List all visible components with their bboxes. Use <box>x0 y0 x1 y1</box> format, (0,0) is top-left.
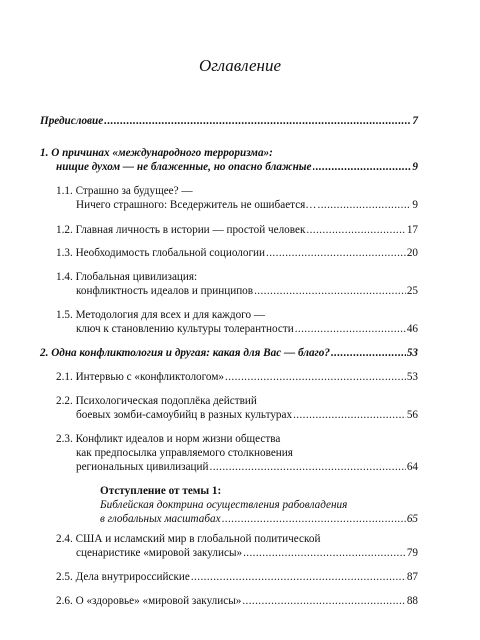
table-of-contents <box>40 114 418 608</box>
leader-dots <box>306 223 405 237</box>
leader-dots <box>191 570 406 584</box>
toc-page-number: 7 <box>412 115 418 127</box>
leader-dots <box>295 322 406 336</box>
leader-dots <box>331 346 406 360</box>
leader-dots <box>313 160 412 174</box>
leader-dots <box>104 114 411 128</box>
toc-entry-title-cont: нищие духом — не блаженные, но опасно блажные <box>56 161 312 173</box>
toc-entry-preface[interactable] <box>40 114 418 128</box>
toc-page-number: 88 <box>406 595 418 607</box>
toc-entry-title: 2.5. Дела внутрироссийские <box>56 571 190 583</box>
page-title: Оглавление <box>198 56 282 75</box>
leader-dots <box>293 408 406 422</box>
leader-dots <box>242 594 405 608</box>
toc-entry-1-5[interactable] <box>40 308 418 336</box>
toc-entry-title: 1.1. Страшно за будущее? — <box>56 185 193 197</box>
toc-entry-title: 1.3. Необходимость глобальной социологии <box>56 247 266 259</box>
toc-page-number: 53 <box>406 371 418 383</box>
toc-page-number: 65 <box>406 513 418 525</box>
toc-entry-title: 1. О причинах «международного терроризма»: <box>40 147 273 159</box>
leader-dots <box>243 546 406 560</box>
toc-entry-title: 2.6. О «здоровье» «мировой закулисы» <box>56 595 242 607</box>
toc-entry-title: 2.4. США и исламский мир в глобальной политической <box>56 533 321 545</box>
toc-entry-chapter-2[interactable] <box>40 346 418 360</box>
toc-page-number: 53 <box>406 347 418 359</box>
leader-dots <box>254 284 406 298</box>
toc-entry-title: Предисловие <box>40 115 104 127</box>
toc-entry-title: 1.4. Глобальная цивилизация: <box>56 271 198 283</box>
toc-entry-title: 1.2. Главная личность в истории — простой человек <box>56 224 306 236</box>
toc-page-number: 17 <box>406 224 418 236</box>
toc-entry-title-cont: Ничего страшного: Вседержитель не ошибается… <box>76 199 317 211</box>
toc-entry-title: 2.1. Интервью с «конфликтологом» <box>56 371 224 383</box>
leader-dots <box>222 512 406 526</box>
toc-entry-title: 2. Одна конфликтология и другая: какая для Вас — благо? <box>40 347 330 359</box>
toc-entry-title-cont: в глобальных масштабах <box>100 513 221 525</box>
toc-page-number: 87 <box>406 571 418 583</box>
toc-page-number: 20 <box>406 247 418 259</box>
toc-entry-1-2[interactable] <box>40 223 418 237</box>
toc-entry-2-2[interactable] <box>40 394 418 422</box>
toc-entry-title-cont: боевых зомби-самоубийц в разных культурах <box>76 409 293 421</box>
toc-entry-digression-1[interactable] <box>40 484 418 526</box>
toc-entry-chapter-1[interactable] <box>40 146 418 174</box>
toc-entry-title-cont: сценаристике «мировой закулисы» <box>76 547 243 559</box>
toc-entry-1-3[interactable] <box>40 246 418 260</box>
leader-dots <box>266 246 406 260</box>
toc-entry-2-3[interactable] <box>40 432 418 474</box>
toc-page-number: 9 <box>412 199 418 211</box>
toc-entry-title: Библейская доктрина осуществления рабовладения <box>100 499 348 511</box>
toc-entry-2-1[interactable] <box>40 370 418 384</box>
toc-page-number: 64 <box>406 461 418 473</box>
toc-entry-title: 2.2. Психологическая подоплёка действий <box>56 395 257 407</box>
leader-dots <box>318 198 412 212</box>
leader-dots <box>210 460 406 474</box>
toc-page-number: 79 <box>406 547 418 559</box>
toc-entry-title-cont: конфликтность идеалов и принципов <box>76 285 254 297</box>
toc-entry-2-6[interactable] <box>40 594 418 608</box>
toc-entry-title: 1.5. Методология для всех и для каждого — <box>56 309 266 321</box>
leader-dots <box>225 370 406 384</box>
toc-entry-title-cont: региональных цивилизаций <box>76 461 209 473</box>
toc-entry-1-1[interactable] <box>40 184 418 212</box>
toc-entry-title-cont: как предпосылка управляемого столкновения <box>76 447 293 459</box>
digression-heading: Отступление от темы 1: <box>100 485 222 497</box>
toc-page-number: 56 <box>406 409 418 421</box>
toc-page-number: 25 <box>406 285 418 297</box>
toc-entry-2-5[interactable] <box>40 570 418 584</box>
toc-page-number: 46 <box>406 323 418 335</box>
toc-entry-title: 2.3. Конфликт идеалов и норм жизни общества <box>56 433 281 445</box>
toc-entry-1-4[interactable] <box>40 270 418 298</box>
toc-page-number: 9 <box>412 161 418 173</box>
toc-entry-2-4[interactable] <box>40 532 418 560</box>
toc-entry-title-cont: ключ к становлению культуры толерантности <box>76 323 294 335</box>
